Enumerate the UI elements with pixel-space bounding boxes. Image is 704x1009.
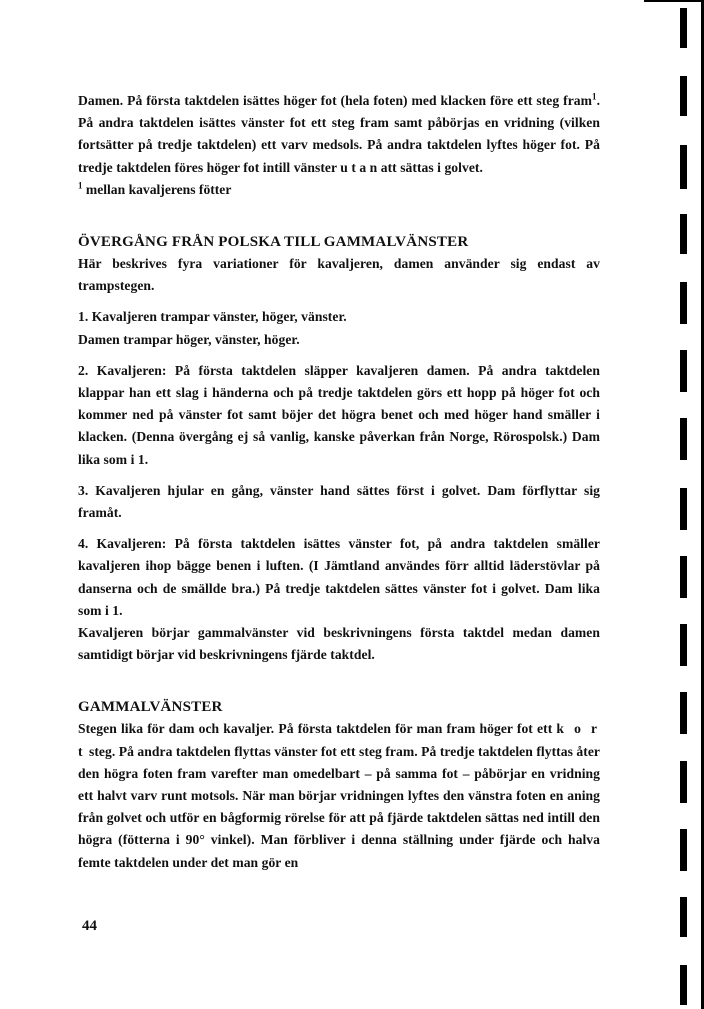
page-content <box>78 90 600 874</box>
footnote-marker: 1 <box>78 180 83 191</box>
footnote-ref: 1 <box>592 91 597 102</box>
page-number: 44 <box>82 918 97 934</box>
scan-edge-line <box>644 0 704 2</box>
text-line: före ett steg fram <box>490 93 592 108</box>
scan-mark <box>680 556 687 598</box>
section-heading: GAMMALVÄNSTER <box>78 699 223 716</box>
scan-mark <box>680 761 687 803</box>
item-4: 4. Kavaljeren: På första taktdelen isättes vänster fot, på andra taktdelen smäller kavaljeren ihop bägge benen i luften. (I Jämtland användes förr alltid läderstövlar på danserna och de smällde bra.) På tredje taktdelen sättes vänster fot i golvet. Dam lika som i 1. <box>78 536 600 618</box>
emphasized-text: u t a n <box>340 159 378 175</box>
section1-paragraph <box>78 90 600 179</box>
gammalvanster-paragraph <box>78 718 600 873</box>
text-line: . På andra taktdelen isättes vänster fot ett steg fram <box>78 93 601 131</box>
scan-mark <box>680 350 687 392</box>
scan-mark <box>680 692 687 734</box>
scan-mark <box>680 76 687 116</box>
text-line: samt påbörjas en vridning (vilken fortsätter på tredje taktdelen) ett <box>78 115 601 153</box>
text-line: Damen. På första taktdelen isättes höger fot (hela foten) med klacken <box>78 93 487 108</box>
scan-mark <box>680 829 687 871</box>
item-3: 3. Kavaljeren hjular en gång, vänster hand sättes först i golvet. Dam förflyttar sig framåt. <box>78 482 600 521</box>
emphasized-text: k o r t <box>78 721 601 759</box>
scan-mark <box>680 214 687 254</box>
scan-mark <box>680 965 687 1005</box>
scan-mark <box>680 488 687 530</box>
scan-mark <box>680 8 687 48</box>
item-1-line-1: 1. Kavaljeren trampar vänster, höger, vänster. <box>78 309 347 325</box>
scan-mark <box>680 897 687 937</box>
scan-mark <box>680 145 687 189</box>
intro-paragraph: Här beskrives fyra variationer för kavaljeren, damen använder sig endast av trampstegen. <box>78 256 600 294</box>
footnote-text: mellan kavaljerens fötter <box>82 181 232 197</box>
item-1-line-2: Damen trampar höger, vänster, höger. <box>78 331 300 347</box>
scan-edge-marks <box>664 0 704 1009</box>
text-part: steg. På andra taktdelen flyttas vänster fot ett steg fram. På tredje taktdelen flyttas åter den högra foten fram varefter man omedelbart – på samma fot – påbörjar en vridning ett halvt varv runt motsols. När man börjar vridningen lyftes den vänstra foten en aning från golvet och utför en bågformig rörelse för att på fjärde taktdelen sättas ned intill den högra (fötterna i 90° vinkel). Man förbliver i denna ställning under fjärde och halva femte taktdelen under det man gör en <box>78 743 600 870</box>
closing-paragraph: Kavaljeren börjar gammalvänster vid beskrivningens första taktdel medan damen samtidigt börjar vid beskrivningens fjärde taktdel. <box>78 625 600 663</box>
text-part: Stegen lika för dam och kavaljer. På första taktdelen för man fram höger fot ett <box>78 721 557 737</box>
section-heading: ÖVERGÅNG FRÅN POLSKA TILL GAMMALVÄNSTER <box>78 234 469 251</box>
scan-mark <box>680 418 687 460</box>
scan-mark <box>680 282 687 324</box>
scan-mark <box>680 624 687 666</box>
footnote <box>78 179 600 201</box>
item-2: 2. Kavaljeren: På första taktdelen släpper kavaljeren damen. På andra taktdelen klappar han ett slag i händerna och på tredje taktdelen görs ett hopp på höger fot och kommer ned på vänster fot samt böjer det högra benet och med höger hand smäller i klacken. (Denna övergång ej så vanlig, kanske påverkan från Norge, Rörospolsk.) Dam lika som i 1. <box>78 362 600 467</box>
text-line: föres höger fot intill vänster <box>174 159 341 175</box>
text-line: att sättas i golvet. <box>377 159 483 175</box>
text-line: varv medsols. På andra taktdelen lyftes höger fot. På tredje taktdelen <box>78 137 600 175</box>
